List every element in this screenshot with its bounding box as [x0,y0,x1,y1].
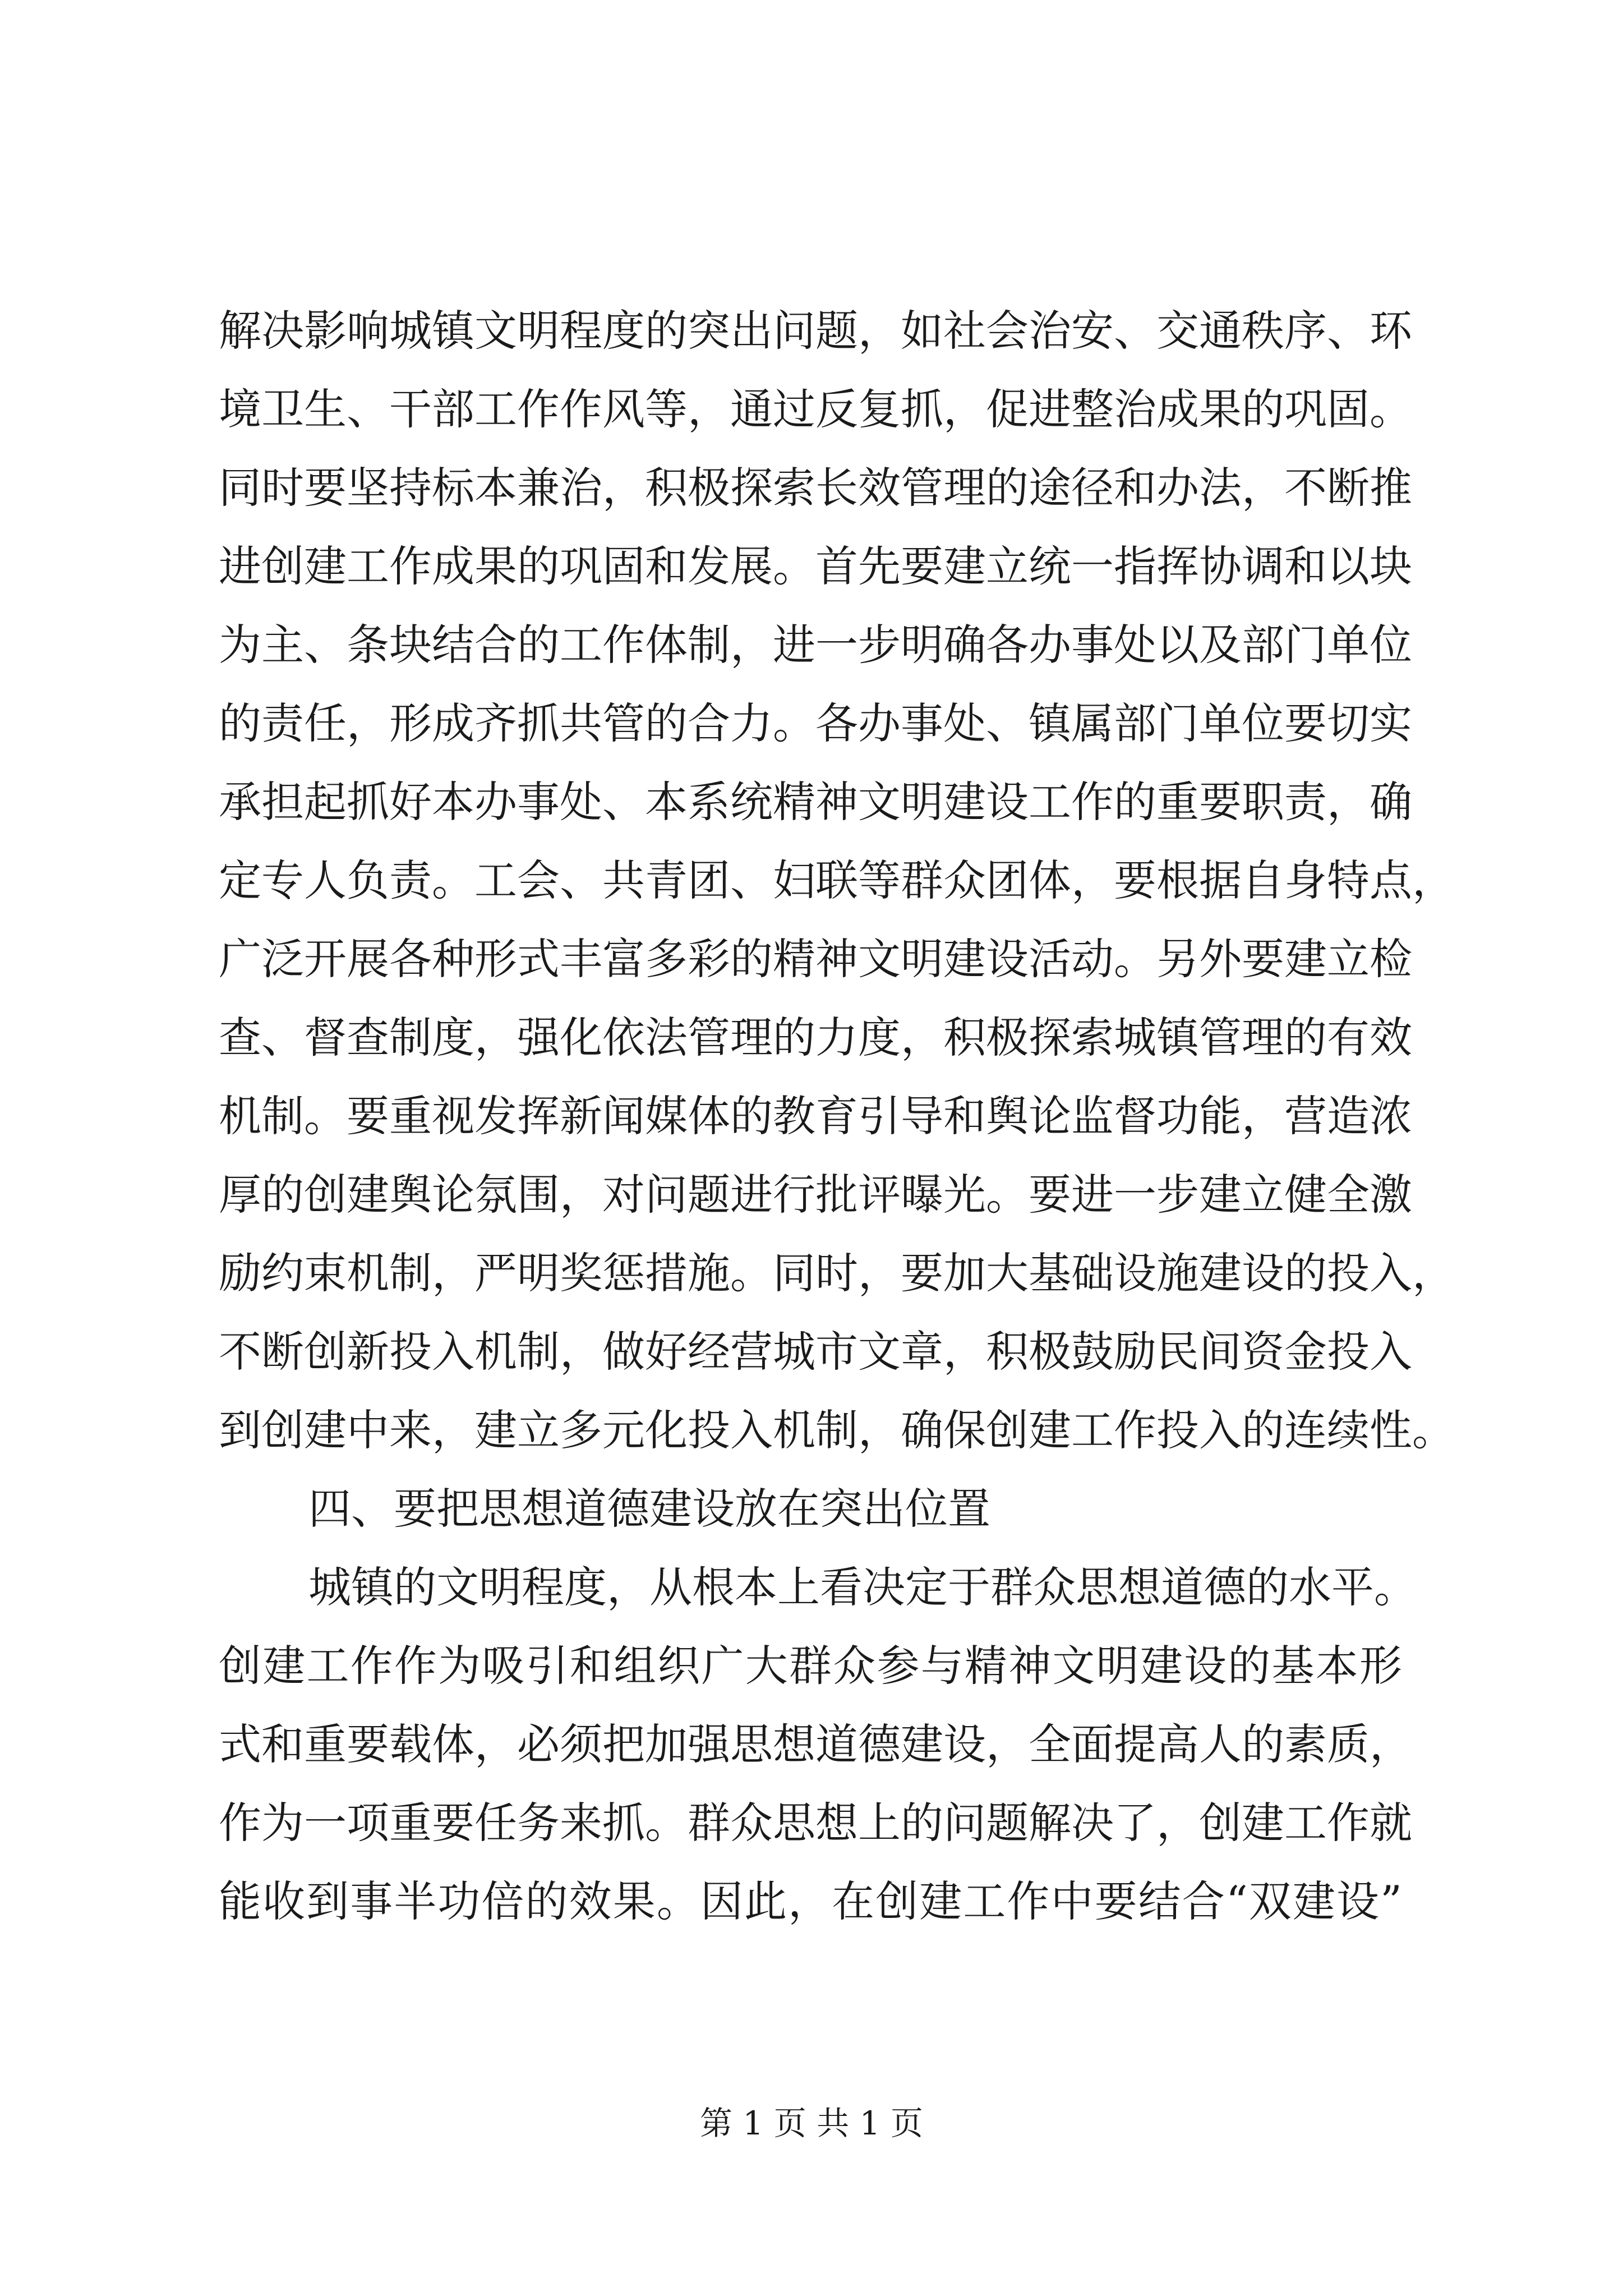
text-line: 式和重要载体，必须把加强思想道德建设，全面提高人的素质， [219,1719,1412,1769]
text-line: 广泛开展各种形式丰富多彩的精神文明建设活动。另外要建立检 [219,934,1412,984]
text-line: 查、督查制度，强化依法管理的力度，积极探索城镇管理的有效 [219,1013,1412,1062]
document-body [219,292,1455,1941]
text-line: 能收到事半功倍的效果。因此，在创建工作中要结合“双建设” [219,1876,1402,1926]
text-line: 境卫生、干部工作作风等，通过反复抓，促进整治成果的巩固。 [219,384,1412,434]
text-line: 同时要坚持标本兼治，积极探索长效管理的途径和办法，不断推 [219,463,1412,513]
text-line: 到创建中来，建立多元化投入机制，确保创建工作投入的连续性。 [219,1405,1455,1455]
text-line: 厚的创建舆论氛围，对问题进行批评曝光。要进一步建立健全激 [219,1170,1412,1220]
paragraph-first-line: 城镇的文明程度，从根本上看决定于群众思想道德的水平。 [308,1562,1417,1612]
text-line: 的责任，形成齐抓共管的合力。各办事处、镇属部门单位要切实 [219,698,1412,748]
text-line: 机制。要重视发挥新闻媒体的教育引导和舆论监督功能，营造浓 [219,1091,1412,1141]
section-heading: 四、要把思想道德建设放在突出位置 [308,1484,990,1534]
text-line: 励约束机制，严明奖惩措施。同时，要加大基础设施建设的投入， [219,1248,1455,1298]
text-line: 承担起抓好本办事处、本系统精神文明建设工作的重要职责，确 [219,777,1412,827]
page-number-footer: 第 1 页 共 1 页 [700,2104,923,2142]
text-line: 进创建工作成果的巩固和发展。首先要建立统一指挥协调和以块 [219,541,1412,591]
text-line: 创建工作作为吸引和组织广大群众参与精神文明建设的基本形 [219,1641,1402,1691]
text-line: 不断创新投入机制，做好经营城市文章，积极鼓励民间资金投入 [219,1327,1412,1377]
text-line: 作为一项重要任务来抓。群众思想上的问题解决了，创建工作就 [219,1798,1412,1848]
text-line: 定专人负责。工会、共青团、妇联等群众团体，要根据自身特点， [219,855,1455,905]
text-line: 解决影响城镇文明程度的突出问题，如社会治安、交通秩序、环 [219,306,1412,356]
text-line: 为主、条块结合的工作体制，进一步明确各办事处以及部门单位 [219,620,1412,670]
